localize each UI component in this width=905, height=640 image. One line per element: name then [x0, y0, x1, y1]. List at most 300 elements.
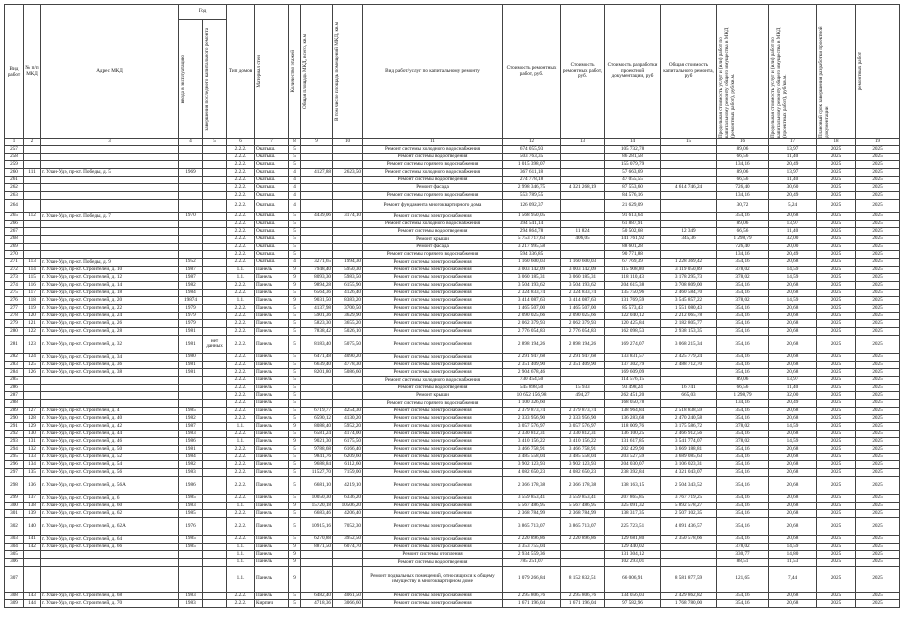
cell-total-area: 11527,70: [301, 469, 333, 477]
cell-address: г. Улан-Удэ, пр-кт. Строителей, д. 62А: [41, 517, 179, 535]
cell-limit-repair: 88,51: [717, 558, 769, 566]
cell-wall-material: Панель: [255, 558, 289, 566]
cell-cost-works-total: [561, 220, 605, 228]
cell-mkd-number: 115: [24, 274, 41, 282]
cell-design-cost: 138 163,15: [605, 476, 661, 494]
cell-limit-repair: 726,40: [717, 184, 769, 192]
cell-premises-area: 6336,20: [333, 494, 363, 502]
cell-total-area: [301, 384, 333, 392]
repair-schedule-table: [4, 4, 900, 608]
cell-premises-area: 4126,40: [333, 289, 363, 297]
table-row: [5, 335, 900, 353]
cell-premises-area: 1994,30: [333, 258, 363, 266]
cell-cost-works-total: 2 330 812,31: [561, 430, 605, 438]
cell-mkd-number: 114: [24, 266, 41, 274]
cell-mkd-number: [24, 153, 41, 161]
cell-work-kind: Ремонт системы холодного водоснабжения: [363, 376, 503, 384]
cell-total-cost: 2 182 805,77: [661, 320, 717, 328]
cell-plan-design: 2025: [817, 384, 856, 392]
cell-limit-repair: 66,56: [717, 176, 769, 184]
cell-limit-design: 20,68: [769, 535, 817, 543]
cell-row-index: 267: [5, 228, 24, 236]
cell-address: г. Улан-Удэ, пр-кт. Строителей, д. 22: [41, 305, 179, 313]
cell-plan-design: 2025: [817, 312, 856, 320]
cell-design-cost: 105 732,78: [605, 146, 661, 154]
cell-plan-works: 2025: [856, 476, 900, 494]
cell-cost-works: 3 057 576,97: [503, 423, 561, 431]
cell-address: г. Улан-Удэ, пр-кт. Строителей, д. 28: [41, 328, 179, 336]
cell-limit-design: 20,68: [769, 430, 817, 438]
header-mkd-number: [24, 5, 41, 139]
cell-plan-design: 2025: [817, 161, 856, 169]
cell-last-repair-year: [203, 502, 227, 510]
cell-floors: 9: [289, 266, 301, 274]
cell-mkd-number: 116: [24, 282, 41, 290]
cell-plan-works: 2025: [856, 407, 900, 415]
cell-commission-year: 1981: [179, 361, 203, 369]
cell-plan-design: 2025: [817, 502, 856, 510]
header-mkd-number-label: № п/п МКД: [25, 64, 39, 77]
cell-limit-repair: 134,16: [717, 399, 769, 407]
cell-plan-design: 2025: [817, 243, 856, 251]
cell-cost-works-total: 4 082 650,23: [561, 469, 605, 477]
cell-total-area: [301, 392, 333, 400]
cell-limit-repair: 378,02: [717, 543, 769, 551]
cell-limit-design: 20,68: [769, 510, 817, 518]
cell-work-kind: Ремонт крыши: [363, 392, 503, 400]
cell-plan-design: 2025: [817, 407, 856, 415]
cell-limit-design: 20,68: [769, 305, 817, 313]
cell-commission-year: [179, 399, 203, 407]
cell-plan-works: 2025: [856, 369, 900, 377]
column-number: 5: [203, 139, 227, 146]
cell-cost-works: 3 559 853,41: [503, 494, 561, 502]
cell-floors: 5: [289, 476, 301, 494]
cell-cost-works-total: 3 003 142,09: [561, 266, 605, 274]
cell-wall-material: Панель: [255, 430, 289, 438]
cell-commission-year: [179, 146, 203, 154]
cell-limit-repair: 121,65: [717, 566, 769, 592]
cell-premises-area: 4219,10: [333, 476, 363, 494]
cell-floors: 5: [289, 251, 301, 259]
cell-address: [41, 376, 179, 384]
cell-total-area: [301, 176, 333, 184]
cell-row-index: 271: [5, 258, 24, 266]
cell-wall-material: Панель: [255, 376, 289, 384]
cell-work-kind: Ремонт системы электроснабжения: [363, 320, 503, 328]
table-row: [5, 423, 900, 431]
cell-plan-works: 2025: [856, 494, 900, 502]
cell-wall-material: Окатыш.: [255, 169, 289, 177]
header-plan-works: [856, 5, 900, 139]
header-premises-area: [333, 5, 363, 139]
cell-address: [41, 566, 179, 592]
cell-limit-design: 20,68: [769, 328, 817, 336]
cell-commission-year: 1985: [179, 543, 203, 551]
cell-mkd-number: [24, 566, 41, 592]
cell-last-repair-year: [203, 243, 227, 251]
cell-cost-works-total: [561, 176, 605, 184]
cell-total-cost: [661, 399, 717, 407]
table-row: [5, 494, 900, 502]
cell-total-cost: 8 581 877,59: [661, 566, 717, 592]
table-header: [5, 5, 900, 146]
table-row: [5, 282, 900, 290]
cell-cost-works: 2 220 896,86: [503, 535, 561, 543]
cell-floors: 5: [289, 289, 301, 297]
cell-limit-design: 11,53: [769, 558, 817, 566]
cell-house-type: 2.2.2.: [227, 161, 255, 169]
cell-work-kind: Ремонт системы электроснабжения: [363, 312, 503, 320]
cell-total-area: 3271,65: [301, 258, 333, 266]
cell-work-kind: Ремонт системы электроснабжения: [363, 266, 503, 274]
cell-plan-works: 2025: [856, 517, 900, 535]
cell-address: г. Улан-Удэ, пр-кт. Строителей, д. 36: [41, 361, 179, 369]
cell-commission-year: 1986: [179, 476, 203, 494]
cell-cost-works-total: 2 776 054,83: [561, 328, 605, 336]
cell-wall-material: Панель: [255, 274, 289, 282]
cell-mkd-number: 118: [24, 297, 41, 305]
cell-design-cost: 155 079,79: [605, 161, 661, 169]
cell-floors: 4: [289, 184, 301, 192]
cell-design-cost: 325 091,32: [605, 502, 661, 510]
cell-premises-area: [333, 228, 363, 236]
document-sheet: [4, 4, 900, 608]
cell-total-cost: [661, 153, 717, 161]
cell-plan-design: 2025: [817, 305, 856, 313]
cell-floors: 4: [289, 169, 301, 177]
cell-row-index: 270: [5, 251, 24, 259]
cell-commission-year: 1983: [179, 502, 203, 510]
cell-mkd-number: [24, 384, 41, 392]
cell-limit-design: 5,24: [769, 199, 817, 212]
cell-commission-year: [179, 566, 203, 592]
cell-commission-year: [179, 235, 203, 243]
column-number: 13: [561, 139, 605, 146]
cell-cost-works: 1 079 266,84: [503, 566, 561, 592]
table-row: [5, 543, 900, 551]
cell-floors: 5: [289, 312, 301, 320]
cell-design-cost: 134 056,03: [605, 592, 661, 600]
cell-commission-year: 1984: [179, 453, 203, 461]
cell-mkd-number: 138: [24, 502, 41, 510]
cell-total-cost: 3 545 857,22: [661, 297, 717, 305]
cell-commission-year: 19874: [179, 297, 203, 305]
cell-commission-year: 1985: [179, 407, 203, 415]
cell-address: [41, 399, 179, 407]
cell-cost-works-total: 2 351 409,90: [561, 361, 605, 369]
cell-commission-year: [179, 376, 203, 384]
table-row: [5, 169, 900, 177]
cell-last-repair-year: [203, 353, 227, 361]
cell-mkd-number: [24, 392, 41, 400]
cell-plan-works: 2025: [856, 199, 900, 212]
table-row: [5, 469, 900, 477]
cell-wall-material: Окатыш.: [255, 146, 289, 154]
cell-cost-works-total: [561, 153, 605, 161]
cell-limit-design: 11,40: [769, 176, 817, 184]
cell-address: г. Улан-Удэ, пр-кт. Строителей, д. 6: [41, 494, 179, 502]
cell-cost-works-total: [561, 199, 605, 212]
cell-address: г. Улан-Удэ, пр-кт. Строителей, д. 50: [41, 446, 179, 454]
cell-commission-year: 1982: [179, 415, 203, 423]
cell-design-cost: 162 098,53: [605, 328, 661, 336]
cell-total-area: 8093,30: [301, 274, 333, 282]
cell-row-index: 279: [5, 320, 24, 328]
cell-plan-design: 2025: [817, 566, 856, 592]
cell-limit-design: 20,49: [769, 399, 817, 407]
cell-total-cost: [661, 199, 717, 212]
header-total-area-label: Общая площадь МКД, всего, кв.м: [302, 34, 309, 109]
cell-total-cost: 2 488 712,70: [661, 361, 717, 369]
cell-design-cost: 114 576,15: [605, 376, 661, 384]
cell-limit-design: 14,59: [769, 543, 817, 551]
cell-wall-material: Окатыш.: [255, 153, 289, 161]
cell-last-repair-year: [203, 392, 227, 400]
cell-work-kind: Ремонт подвальных помещений, относящихся к общему имуществу в многоквартирном доме: [363, 566, 503, 592]
cell-design-cost: 238 392,84: [605, 469, 661, 477]
cell-premises-area: [333, 184, 363, 192]
cell-mkd-number: 111: [24, 169, 41, 177]
cell-limit-repair: 726,40: [717, 243, 769, 251]
table-row: [5, 551, 900, 559]
cell-house-type: 1.1.: [227, 438, 255, 446]
cell-total-area: 9894,28: [301, 282, 333, 290]
table-row: [5, 566, 900, 592]
table-row: [5, 312, 900, 320]
cell-cost-works-total: 3 057 576,97: [561, 423, 605, 431]
cell-last-repair-year: [203, 266, 227, 274]
cell-house-type: 2.2.2.: [227, 289, 255, 297]
cell-mkd-number: 132: [24, 446, 41, 454]
cell-cost-works-total: 4 321 268,19: [561, 184, 605, 192]
cell-last-repair-year: [203, 469, 227, 477]
cell-cost-works: 2 330 812,31: [503, 430, 561, 438]
cell-limit-repair: 354,16: [717, 461, 769, 469]
cell-limit-repair: 354,16: [717, 430, 769, 438]
cell-premises-area: 7159,00: [333, 469, 363, 477]
header-house-type: [227, 5, 255, 139]
cell-work-kind: Ремонт системы водоотведения: [363, 228, 503, 236]
cell-mkd-number: [24, 235, 41, 243]
cell-limit-design: 20,49: [769, 161, 817, 169]
cell-commission-year: 1970: [179, 212, 203, 220]
cell-last-repair-year: [203, 184, 227, 192]
cell-cost-works-total: [561, 399, 605, 407]
cell-limit-design: 20,68: [769, 361, 817, 369]
cell-limit-design: 13,97: [769, 220, 817, 228]
column-number: 17: [769, 139, 817, 146]
cell-premises-area: [333, 176, 363, 184]
cell-mkd-number: 122: [24, 328, 41, 336]
cell-total-area: 8088,40: [301, 423, 333, 431]
cell-total-area: [301, 184, 333, 192]
cell-premises-area: [333, 384, 363, 392]
cell-limit-repair: 378,02: [717, 274, 769, 282]
cell-total-cost: 2 350 578,66: [661, 535, 717, 543]
cell-plan-design: 2025: [817, 517, 856, 535]
cell-premises-area: 4254,30: [333, 407, 363, 415]
cell-total-cost: [661, 551, 717, 559]
cell-mkd-number: 124: [24, 353, 41, 361]
cell-design-cost: 137 302,79: [605, 361, 661, 369]
cell-cost-works: 1 568 950,05: [503, 212, 561, 220]
cell-work-kind: Ремонт системы горячего водоснабжения: [363, 192, 503, 200]
cell-commission-year: [179, 161, 203, 169]
cell-premises-area: 6112,60: [333, 461, 363, 469]
cell-plan-design: 2025: [817, 369, 856, 377]
cell-commission-year: [179, 243, 203, 251]
cell-plan-works: 2025: [856, 543, 900, 551]
cell-house-type: 1.1.: [227, 551, 255, 559]
cell-commission-year: [179, 251, 203, 259]
cell-design-cost: 50 502,68: [605, 228, 661, 236]
table-row: [5, 146, 900, 154]
cell-total-area: 6639,40: [301, 361, 333, 369]
cell-limit-repair: 354,16: [717, 446, 769, 454]
cell-plan-works: 2025: [856, 176, 900, 184]
cell-total-area: [301, 153, 333, 161]
cell-wall-material: Окатыш.: [255, 243, 289, 251]
cell-address: г. Улан-Удэ, пр-кт. Победы, д. 5: [41, 169, 179, 177]
cell-floors: 5: [289, 212, 301, 220]
cell-address: [41, 153, 179, 161]
cell-commission-year: 1987: [179, 266, 203, 274]
cell-cost-works-total: 2 062 379,93: [561, 320, 605, 328]
cell-limit-repair: 354,16: [717, 335, 769, 353]
cell-cost-works-total: [561, 376, 605, 384]
cell-work-kind: Ремонт системы горячего водоснабжения: [363, 251, 503, 259]
cell-floors: 9: [289, 566, 301, 592]
cell-plan-works: 2025: [856, 328, 900, 336]
table-row: [5, 235, 900, 243]
cell-work-kind: Ремонт системы электроснабжения: [363, 600, 503, 608]
cell-mkd-number: 129: [24, 423, 41, 431]
cell-floors: 5: [289, 328, 301, 336]
cell-limit-repair: 354,16: [717, 369, 769, 377]
cell-commission-year: [179, 220, 203, 228]
cell-cost-works: 2 934 559,36: [503, 551, 561, 559]
cell-floors: 5: [289, 228, 301, 236]
cell-house-type: 2.2.2.: [227, 461, 255, 469]
cell-wall-material: Окатыш.: [255, 212, 289, 220]
cell-row-index: 295: [5, 453, 24, 461]
table-row: [5, 305, 900, 313]
cell-row-index: 272: [5, 266, 24, 274]
cell-work-kind: Ремонт фундамента многоквартирного дома: [363, 199, 503, 212]
cell-wall-material: Панель: [255, 453, 289, 461]
cell-premises-area: [333, 192, 363, 200]
cell-design-cost: 87 553,60: [605, 184, 661, 192]
cell-last-repair-year: [203, 212, 227, 220]
cell-wall-material: Окатыш.: [255, 199, 289, 212]
cell-plan-design: 2025: [817, 438, 856, 446]
cell-house-type: 2.2.2.: [227, 476, 255, 494]
cell-premises-area: [333, 566, 363, 592]
cell-limit-design: 13,97: [769, 376, 817, 384]
cell-floors: 5: [289, 446, 301, 454]
table-row: [5, 228, 900, 236]
cell-limit-repair: 354,16: [717, 353, 769, 361]
cell-plan-works: 2025: [856, 502, 900, 510]
cell-plan-works: 2025: [856, 558, 900, 566]
cell-row-index: 274: [5, 282, 24, 290]
cell-commission-year: [179, 153, 203, 161]
cell-total-area: [301, 551, 333, 559]
header-work-type-label: Вид работ: [7, 65, 21, 78]
cell-limit-repair: 134,16: [717, 161, 769, 169]
cell-row-index: 259: [5, 161, 24, 169]
cell-total-cost: 3 175 586,72: [661, 423, 717, 431]
cell-plan-works: 2025: [856, 192, 900, 200]
cell-limit-repair: 354,16: [717, 535, 769, 543]
cell-cost-works: 2 062 379,93: [503, 320, 561, 328]
cell-wall-material: Окатыш.: [255, 176, 289, 184]
cell-row-index: 257: [5, 146, 24, 154]
cell-last-repair-year: [203, 320, 227, 328]
cell-limit-repair: 134,16: [717, 251, 769, 259]
cell-total-area: [301, 235, 333, 243]
cell-commission-year: [179, 192, 203, 200]
cell-design-cost: 131 769,59: [605, 297, 661, 305]
cell-row-index: 262: [5, 184, 24, 192]
cell-plan-design: 2025: [817, 353, 856, 361]
cell-limit-design: 20,68: [769, 289, 817, 297]
cell-cost-works-total: 3 410 156,22: [561, 438, 605, 446]
cell-plan-works: 2025: [856, 320, 900, 328]
cell-floors: 5: [289, 510, 301, 518]
header-limit-repair-label: Предельная стоимость услуг и (или) работ по капитальному ремонту общего имущества в МКД (ремонтных работ), руб/кв.м.: [718, 27, 737, 138]
cell-plan-design: 2025: [817, 169, 856, 177]
cell-limit-design: 14,59: [769, 438, 817, 446]
cell-premises-area: 5086,60: [333, 369, 363, 377]
cell-total-area: 4137,98: [301, 305, 333, 313]
cell-design-cost: 97 582,96: [605, 600, 661, 608]
cell-last-repair-year: [203, 251, 227, 259]
cell-total-cost: 2 470 240,58: [661, 415, 717, 423]
table-row: [5, 415, 900, 423]
cell-wall-material: Панель: [255, 446, 289, 454]
cell-premises-area: 4174,00: [333, 430, 363, 438]
cell-plan-design: 2025: [817, 184, 856, 192]
header-work-kind: Вид работ/услуг по капитальному ремонту: [363, 5, 503, 139]
cell-total-cost: 1 768 780,00: [661, 600, 717, 608]
cell-mkd-number: 125: [24, 361, 41, 369]
cell-work-kind: Ремонт системы электроснабжения: [363, 438, 503, 446]
cell-cost-works-total: 3 414 087,63: [561, 297, 605, 305]
cell-mkd-number: 139: [24, 510, 41, 518]
cell-cost-works: 3 504 193,62: [503, 282, 561, 290]
cell-house-type: 2.2.2.: [227, 535, 255, 543]
cell-design-cost: 61 887,91: [605, 220, 661, 228]
cell-plan-design: 2025: [817, 543, 856, 551]
table-row: [5, 446, 900, 454]
cell-plan-works: 2025: [856, 312, 900, 320]
cell-design-cost: 131 617,85: [605, 438, 661, 446]
cell-row-index: 303: [5, 535, 24, 543]
cell-premises-area: 4090,20: [333, 353, 363, 361]
cell-floors: 4: [289, 192, 301, 200]
cell-work-kind: Ремонт системы электроснабжения: [363, 361, 503, 369]
cell-total-cost: [661, 220, 717, 228]
cell-plan-design: 2025: [817, 153, 856, 161]
cell-total-area: 4439,06: [301, 212, 333, 220]
cell-address: [41, 192, 179, 200]
cell-house-type: 1.1.: [227, 566, 255, 592]
cell-limit-repair: 354,16: [717, 494, 769, 502]
cell-design-cost: 66 006,91: [605, 566, 661, 592]
cell-total-cost: 665,03: [661, 392, 717, 400]
